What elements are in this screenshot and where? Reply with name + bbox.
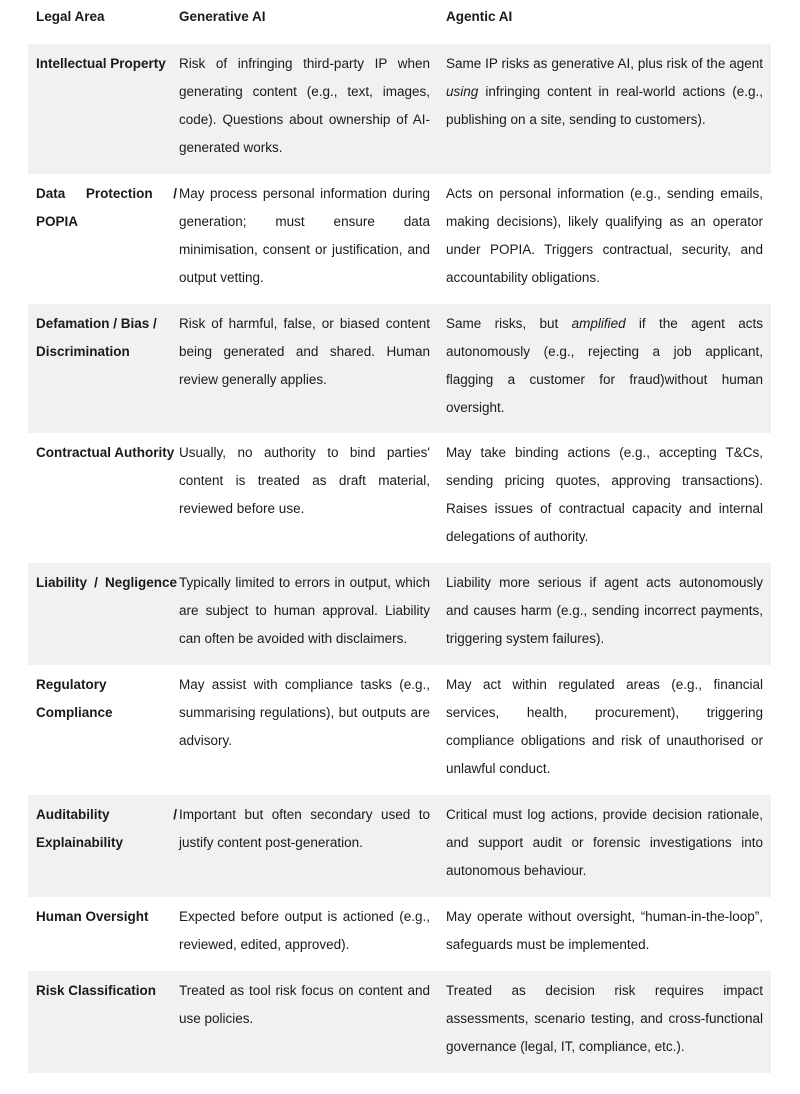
table-row	[28, 971, 771, 1073]
agentic-ai-cell: Critical must log actions, provide decision rationale, and support audit or forensic investigations into autonomous behaviour.	[446, 807, 763, 878]
generative-ai-cell: May process personal information during generation; must ensure data minimisation, consent or justification, and output vetting.	[179, 186, 430, 285]
table-header	[28, 0, 771, 44]
legal-area-cell: Auditability / Explainability	[36, 807, 177, 850]
legal-area-cell: Data Protection / POPIA	[36, 186, 177, 229]
generative-ai-cell: Risk of harmful, false, or biased content being generated and shared. Human review generally applies.	[179, 316, 430, 387]
generative-ai-cell: Typically limited to errors in output, which are subject to human approval. Liability can often be avoided with disclaimers.	[179, 575, 430, 646]
legal-area-cell: Contractual Authority	[36, 445, 175, 460]
table-row	[28, 44, 771, 174]
legal-area-cell: Human Oversight	[36, 909, 149, 924]
table-row	[28, 563, 771, 665]
agentic-ai-cell: Acts on personal information (e.g., sending emails, making decisions), likely qualifying as an operator under POPIA. Triggers contractual, security, and accountability obligations.	[446, 186, 763, 285]
legal-area-cell: Liability / Negligence	[36, 575, 177, 590]
agentic-ai-cell: May act within regulated areas (e.g., financial services, health, procurement), triggering compliance obligations and risk of unauthorised or unlawful conduct.	[446, 677, 763, 776]
generative-ai-cell: May assist with compliance tasks (e.g., summarising regulations), but outputs are advisory.	[179, 677, 430, 748]
legal-area-cell: Regulatory Compliance	[36, 677, 113, 720]
generative-ai-cell: Important but often secondary used to justify content post-generation.	[179, 807, 430, 850]
table-row	[28, 174, 771, 304]
agentic-ai-cell: Same IP risks as generative AI, plus risk of the agent using infringing content in real-world actions (e.g., publishing on a site, sending to customers).	[446, 56, 763, 127]
header-agentic-ai: Agentic AI	[446, 9, 513, 24]
legal-area-cell: Intellectual Property	[36, 56, 166, 71]
agentic-ai-cell: May take binding actions (e.g., accepting T&Cs, sending pricing quotes, approving transactions). Raises issues of contractual capacity and internal delegations of authority.	[446, 445, 763, 544]
table-row	[28, 795, 771, 897]
legal-comparison-table	[28, 0, 771, 1073]
generative-ai-cell: Risk of infringing third-party IP when generating content (e.g., text, images, code). Questions about ownership of AI-generated works.	[179, 56, 430, 155]
generative-ai-cell: Treated as tool risk focus on content and use policies.	[179, 983, 430, 1026]
header-generative-ai: Generative AI	[179, 9, 266, 24]
legal-area-cell: Risk Classification	[36, 983, 157, 998]
generative-ai-cell: Usually, no authority to bind parties' content is treated as draft material, reviewed before use.	[179, 445, 430, 516]
agentic-ai-cell: Same risks, but amplified if the agent acts autonomously (e.g., rejecting a job applicant, flagging a customer for fraud)without human oversight.	[446, 316, 764, 415]
table-row	[28, 665, 771, 795]
legal-area-cell: Defamation / Bias / Discrimination	[36, 316, 157, 359]
agentic-ai-cell: May operate without oversight, “human-in-the-loop”, safeguards must be implemented.	[446, 909, 763, 952]
table-row	[28, 433, 771, 563]
agentic-ai-cell: Treated as decision risk requires impact assessments, scenario testing, and cross-functional governance (legal, IT, compliance, etc.).	[446, 983, 763, 1054]
generative-ai-cell: Expected before output is actioned (e.g., reviewed, edited, approved).	[179, 909, 430, 952]
agentic-ai-cell: Liability more serious if agent acts autonomously and causes harm (e.g., sending incorrect payments, triggering system failures).	[446, 575, 763, 646]
table-row	[28, 897, 771, 971]
table-row	[28, 304, 771, 433]
header-legal-area: Legal Area	[36, 9, 105, 24]
